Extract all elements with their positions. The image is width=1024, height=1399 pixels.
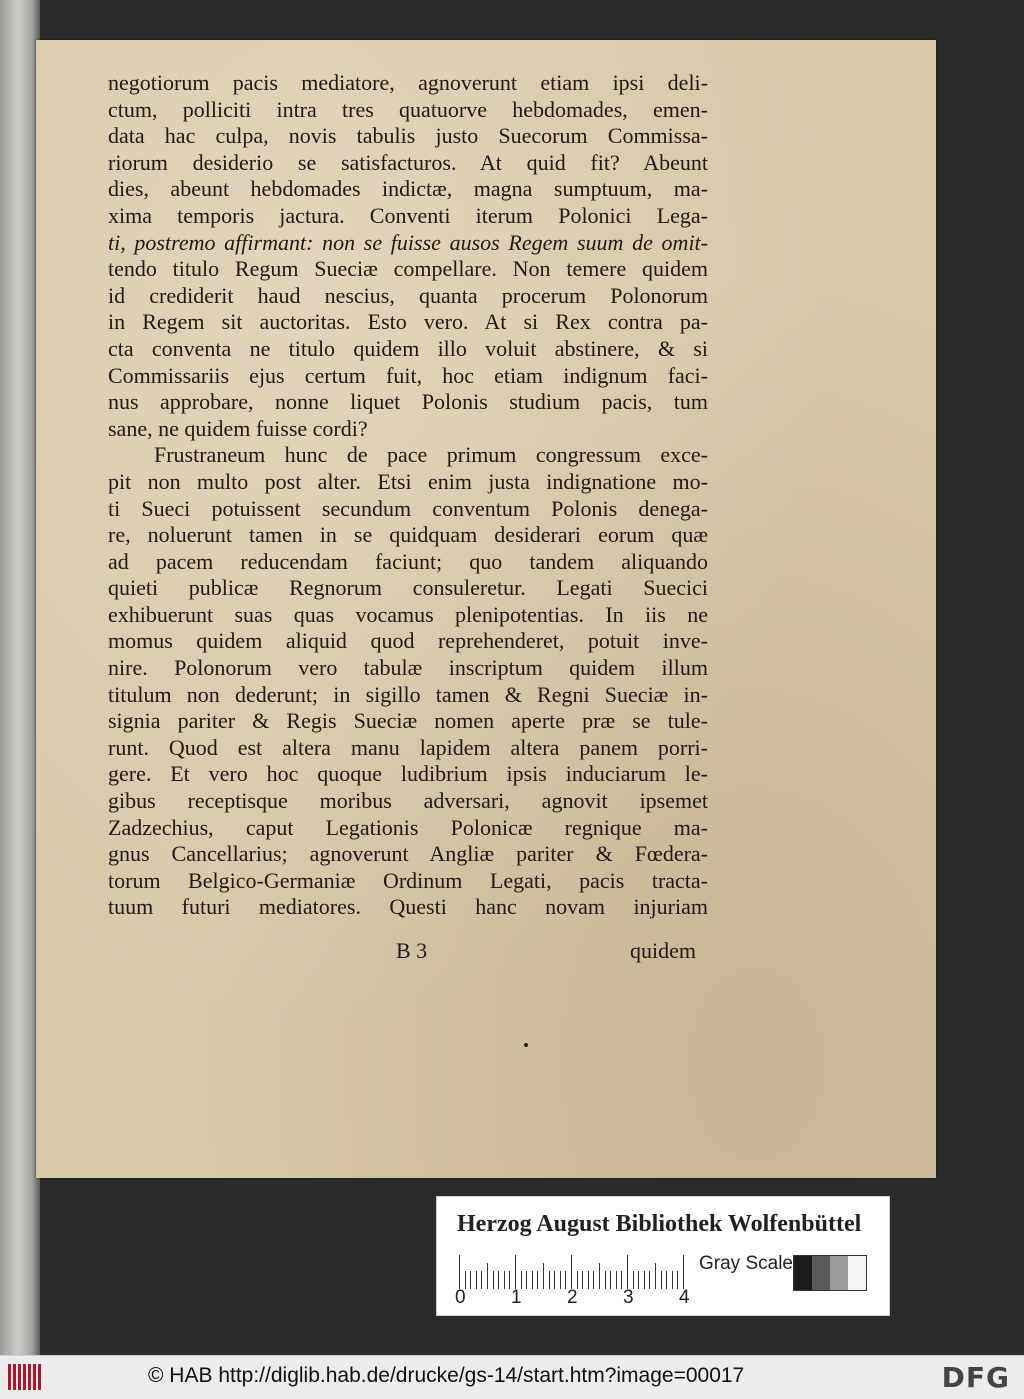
ruler-tick (627, 1255, 628, 1289)
ruler-tick (498, 1271, 499, 1289)
ruler-tick (644, 1271, 645, 1289)
ruler-tick (593, 1271, 594, 1289)
text-line: runt. Quod est altera manu lapidem altera panem porri- (108, 734, 708, 760)
hab-logo-icon (8, 1364, 41, 1390)
text-line: quieti publicæ Regnorum consuleretur. Legati Suecici (108, 575, 708, 601)
text-line: pit non multo post alter. Etsi enim justa indignatione mo- (108, 468, 708, 494)
ruler-tick (515, 1255, 516, 1289)
ruler-tick (487, 1263, 488, 1289)
scale-number: 1 (511, 1287, 522, 1308)
ruler-tick (470, 1271, 471, 1289)
text-line: data hac culpa, novis tabulis justo Suecorum Commissa- (108, 123, 708, 149)
signature-mark: B 3 (396, 938, 428, 963)
ink-speck (524, 1043, 528, 1047)
ruler-tick (649, 1271, 650, 1289)
text-line: nire. Polonorum vero tabulæ inscriptum quidem illum (108, 655, 708, 681)
ruler-tick (666, 1271, 667, 1289)
ruler-tick (476, 1271, 477, 1289)
text-line: ad pacem reducendam faciunt; quo tandem aliquando (108, 548, 708, 574)
text-line: in Regem sit auctoritas. Esto vero. At si Rex contra pa- (108, 309, 708, 335)
ruler-scale (459, 1253, 691, 1289)
text-line: gibus receptisque moribus adversari, agnovit ipsemet (108, 788, 708, 814)
text-line: xima temporis jactura. Conventi iterum Polonici Lega- (108, 202, 708, 228)
copyright-link[interactable]: © HAB http://diglib.hab.de/drucke/gs-14/start.htm?image=00017 (148, 1364, 745, 1387)
text-line: torum Belgico-Germaniæ Ordinum Legati, pacis tracta- (108, 867, 708, 893)
text-line: riorum desiderio se satisfacturos. At quid fit? Abeunt (108, 149, 708, 175)
text-line: gnus Cancellarius; agnoverunt Angliæ pariter & Fœdera- (108, 841, 708, 867)
ruler-tick (549, 1271, 550, 1289)
text-line: signia pariter & Regis Sueciæ nomen aperte præ se tule- (108, 708, 708, 734)
ruler-tick (526, 1271, 527, 1289)
ruler-tick (605, 1271, 606, 1289)
text-line: gere. Et vero hoc quoque ludibrium ipsis induciarum le- (108, 761, 708, 787)
ruler-tick (493, 1271, 494, 1289)
text-line-italic: ti, postremo affirmant: non se fuisse ausos Regem suum de omit- (108, 229, 708, 255)
previous-leaf-edge (0, 0, 40, 1355)
scale-number: 3 (623, 1287, 634, 1308)
ruler-tick (504, 1271, 505, 1289)
text-line: negotiorum pacis mediatore, agnoverunt etiam ipsi deli- (108, 70, 708, 95)
text-line: re, noluerunt tamen in se quidquam desiderari eorum quæ (108, 522, 708, 548)
ruler-tick (554, 1271, 555, 1289)
text-line: id crediderit haud nescius, quanta procerum Polonorum (108, 282, 708, 308)
library-color-target (436, 1196, 890, 1316)
gray-patch (812, 1256, 830, 1290)
ruler-tick (610, 1271, 611, 1289)
ruler-tick (599, 1263, 600, 1289)
ruler-tick (655, 1263, 656, 1289)
text-line: momus quidem aliquid quod reprehenderet, potuit inve- (108, 628, 708, 654)
dfg-logo: DFG (941, 1361, 1010, 1394)
ruler-tick (683, 1255, 684, 1289)
ruler-tick (481, 1271, 482, 1289)
ruler-tick (616, 1271, 617, 1289)
gray-patch (848, 1256, 866, 1290)
text-line: cta conventa ne titulo quidem illo voluit abstinere, & si (108, 335, 708, 361)
viewer-footer-bar (0, 1355, 1024, 1399)
ruler-tick (560, 1271, 561, 1289)
ruler-tick (571, 1255, 572, 1289)
gray-patch (830, 1256, 848, 1290)
catchword: quidem (630, 938, 696, 963)
text-line: tendo titulo Regum Sueciæ compellare. Non temere quidem (108, 256, 708, 282)
text-line: sane, ne quidem fuisse cordi? (108, 415, 368, 441)
scanned-page (36, 40, 936, 1178)
text-line: ctum, polliciti intra tres quatuorve hebdomades, emen- (108, 96, 708, 122)
gray-patch (794, 1256, 812, 1290)
text-line: tuum futuri mediatores. Questi hanc novam injuriam (108, 894, 708, 920)
ruler-tick (672, 1271, 673, 1289)
scale-number: 0 (455, 1287, 466, 1308)
scale-number: 2 (567, 1287, 578, 1308)
gray-scale-label: Gray Scale (699, 1253, 793, 1274)
text-line: ti Sueci potuissent secundum conventum Polonis denega- (108, 495, 708, 521)
ruler-tick (532, 1271, 533, 1289)
text-line: Commissariis ejus certum fuit, hoc etiam indignum faci- (108, 362, 708, 388)
text-line: dies, abeunt hebdomades indictæ, magna sumptuum, ma- (108, 176, 708, 202)
ruler-tick (582, 1271, 583, 1289)
text-line: titulum non dederunt; in sigillo tamen & Regni Sueciæ in- (108, 681, 708, 707)
ruler-tick (661, 1271, 662, 1289)
body-text (108, 70, 708, 921)
paragraph-start-line: Frustraneum hunc de pace primum congressum exce- (154, 442, 708, 468)
ruler-tick (638, 1271, 639, 1289)
text-line: Zadzechius, caput Legationis Polonicæ regnique ma- (108, 814, 708, 840)
library-name: Herzog August Bibliothek Wolfenbüttel (457, 1211, 862, 1237)
ruler-tick (459, 1255, 460, 1289)
text-line: nus approbare, nonne liquet Polonis studium pacis, tum (108, 389, 708, 415)
ruler-tick (537, 1271, 538, 1289)
gray-scale-bar (793, 1255, 867, 1291)
scale-number: 4 (679, 1287, 690, 1308)
ruler-tick (543, 1263, 544, 1289)
text-line: exhibuerunt suas quas vocamus plenipotentias. In iis ne (108, 601, 708, 627)
ruler-tick (588, 1271, 589, 1289)
